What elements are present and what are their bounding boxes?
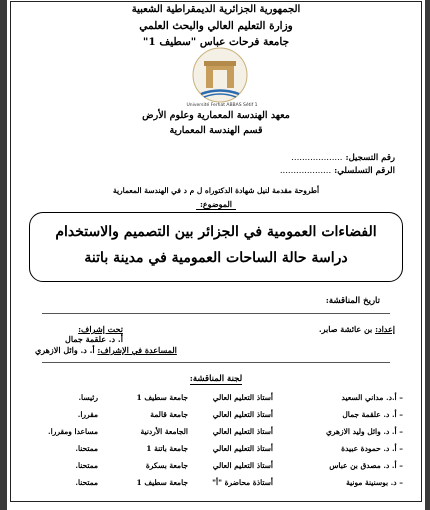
co-supervisor [35, 345, 177, 355]
jury-university: جامعة سطيف 1 [136, 478, 188, 487]
jury-role: مساعدا ومقررا. [48, 427, 98, 436]
jury-title: لجنة المناقشة: [189, 374, 243, 384]
jury-university: جامعة قالمة [150, 410, 188, 419]
registration-label: رقم التسجيل: [345, 153, 395, 163]
jury-name: – أ. د. علقمة جمال [342, 410, 403, 419]
jury-university: جامعة سطيف 1 [136, 393, 188, 402]
university-logo-icon [192, 47, 248, 103]
jury-row [25, 444, 403, 456]
thesis-line: أطروحة مقدمة لنيل شهادة الدكتوراه ل م د في الهندسة المعمارية [112, 186, 320, 195]
department-name: قسم الهندسة المعمارية [169, 125, 263, 136]
registration-dots: ................... [291, 153, 343, 163]
institute-block [7, 108, 425, 138]
co-supervisor-name: أ. د. وائل الازهري [35, 345, 95, 355]
jury-role: رئيسا. [78, 393, 98, 402]
jury-rank: أستاذ التعليم العالي [212, 393, 273, 402]
jury-role: مقررا. [77, 410, 98, 419]
jury-name: – أ. د. حمودة عبيدة [341, 444, 403, 453]
jury-rank: أستاذ التعليم العالي [212, 410, 273, 419]
defense-date-label: تاريخ المناقشة: [325, 296, 380, 306]
republic-line: الجمهورية الجزائرية الديمقراطية الشعبية [131, 4, 301, 15]
jury-row [25, 461, 403, 473]
divider-bottom [42, 362, 390, 363]
institute-name: معهد الهندسة المعمارية وعلوم الأرض [142, 110, 290, 121]
jury-role: ممتحنا. [75, 444, 98, 453]
serial-number [280, 166, 395, 176]
subject-label: الموضوع: [7, 199, 425, 209]
title-line-1: الفضاءات العمومية في الجزائر بين التصميم والاستخدام [55, 224, 377, 240]
jury-name: – أ. د. وائل وليد الازهري [326, 427, 403, 436]
co-supervisor-label: المساعدة في الإشراف: [97, 345, 177, 355]
serial-label: الرقم التسلسلي: [334, 166, 395, 176]
jury-name: – أ. د. مصدق بن عباس [329, 461, 403, 470]
university-line: جامعة فرحات عباس "سطيف 1" [142, 36, 290, 48]
jury-university: جامعة بسكرة [145, 461, 188, 470]
ministry-line: وزارة التعليم العالي والبحث العلمي [139, 20, 293, 32]
jury-university: الجامعة الأردنية [140, 427, 188, 436]
supervisor [65, 324, 123, 344]
jury-row [25, 478, 403, 490]
jury-role: ممتحنا. [75, 461, 98, 470]
header [7, 2, 425, 50]
jury-row [25, 427, 403, 439]
jury-rank: أستاذ التعليم العالي [212, 461, 273, 470]
supervisor-name: أ. د. علقمة جمال [65, 334, 123, 344]
jury-row [25, 393, 403, 405]
jury-university: جامعة باتنة 1 [146, 444, 188, 453]
jury-name: – أ.د. مداني السعيد [341, 393, 403, 402]
jury-rank: أستاذ التعليم العالي [212, 427, 273, 436]
title-line-2: دراسة حالة الساحات العمومية في مدينة باتنة [84, 250, 348, 266]
jury-rank: أستاذة محاضرة "أ" [212, 478, 273, 487]
divider-top [42, 313, 390, 314]
jury-role: ممتحنا. [75, 478, 98, 487]
prepared-by-label: إعداد: [375, 324, 395, 334]
jury-name: – د. بوسنينة مونية [346, 478, 403, 487]
prepared-by [319, 324, 395, 334]
jury-rank: أستاذ التعليم العالي [212, 444, 273, 453]
registration-number [291, 153, 395, 163]
jury-row [25, 410, 403, 422]
logo-caption: Université Ferhat ABBAS Sétif 1 [186, 103, 258, 108]
serial-dots: ................... [279, 166, 332, 176]
prepared-by-name: بن عائشة صابر. [318, 324, 373, 334]
supervisor-label: تحت إشراف: [78, 324, 123, 334]
